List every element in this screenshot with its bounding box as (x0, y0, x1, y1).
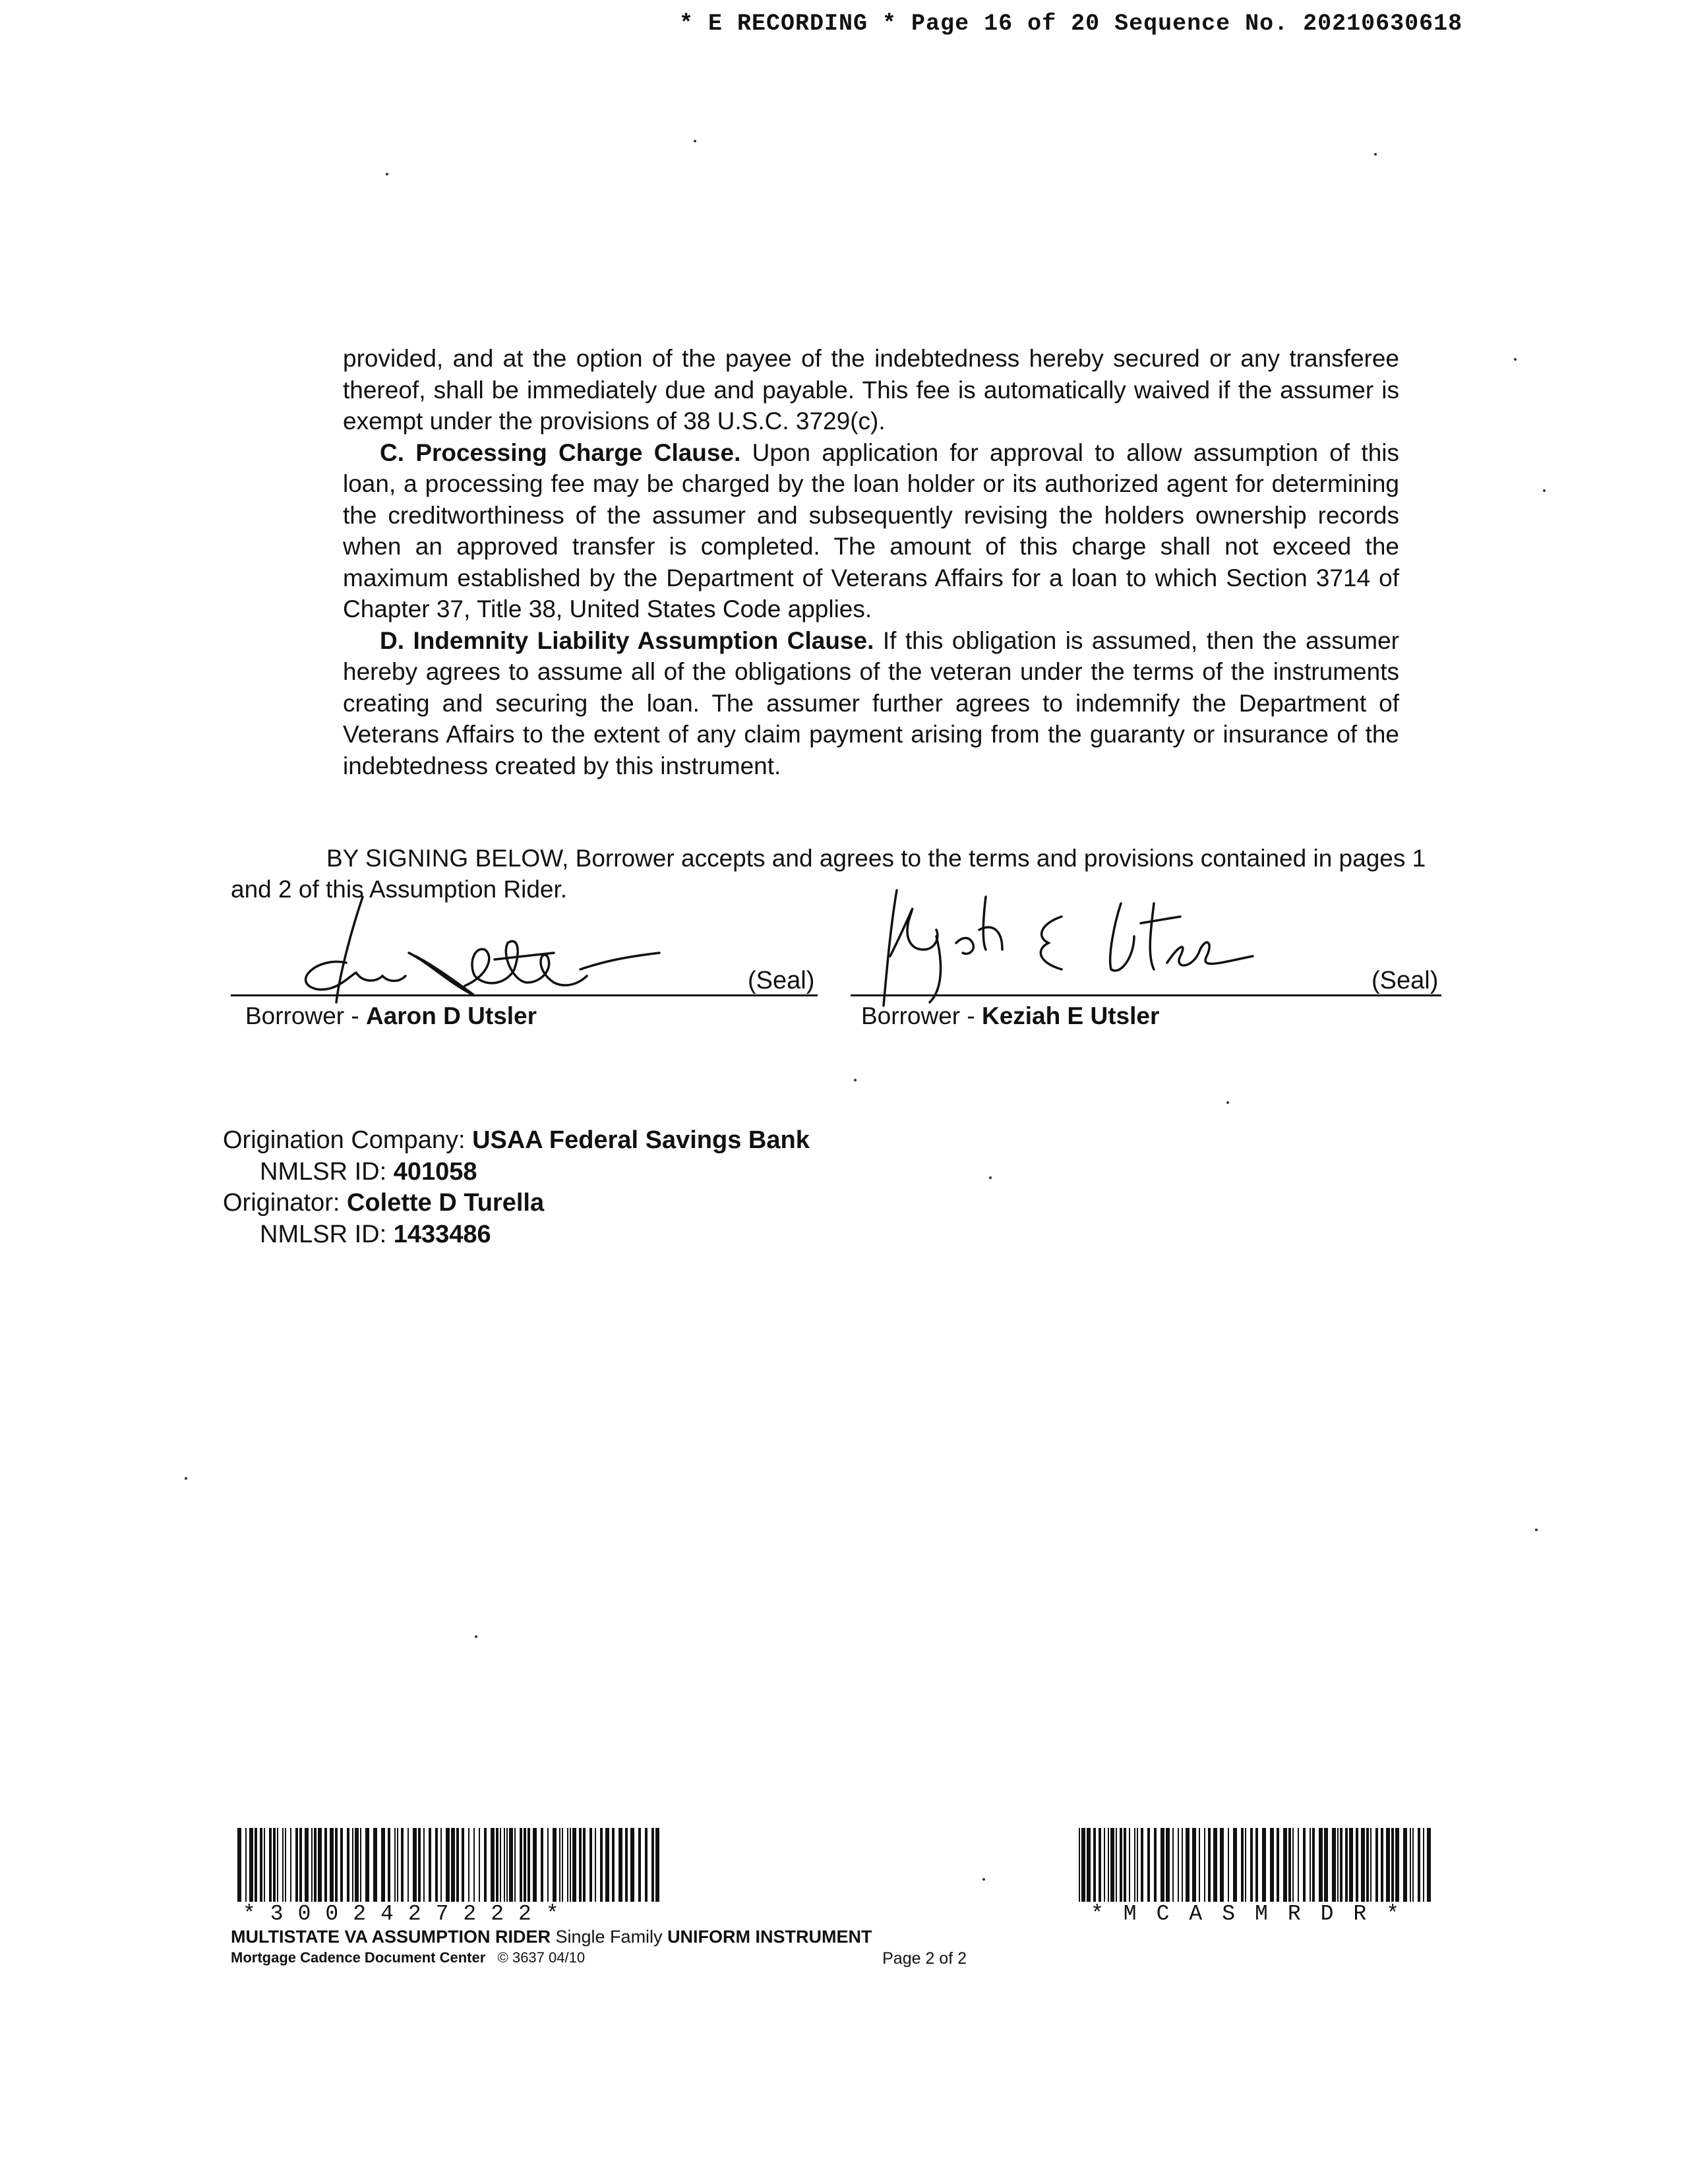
processing-charge-clause (343, 437, 1399, 625)
barcode-bar (1283, 1828, 1287, 1902)
barcode-bar (572, 1828, 576, 1902)
barcode-bar (324, 1828, 327, 1902)
barcode-bar (285, 1828, 286, 1902)
scan-speck (1543, 489, 1546, 492)
borrower-2-label: Borrower - Keziah E Utsler (861, 1002, 1160, 1029)
barcode-bar (504, 1828, 505, 1902)
barcode-bar (394, 1828, 396, 1902)
barcode-bar (1361, 1828, 1365, 1902)
barcode-bar (1375, 1828, 1378, 1902)
barcode-bar (1137, 1828, 1138, 1902)
signing-statement: BY SIGNING BELOW, Borrower accepts and agrees to the terms and provisions contained in pages 1 and 2 of this Assumption Rider. (231, 845, 1426, 903)
barcode-bar (1292, 1828, 1294, 1902)
barcode-right-text: *MCASMRDR* (1091, 1902, 1420, 1926)
originator-nmlsr: NMLSR ID: 1433486 (260, 1220, 491, 1248)
barcode-bar (1099, 1828, 1101, 1902)
barcode-bar (1277, 1828, 1279, 1902)
barcode-bar (1141, 1828, 1143, 1902)
barcode-bar (520, 1828, 522, 1902)
rider-body (343, 343, 1399, 781)
barcode-bar (473, 1828, 475, 1902)
barcode-bar (1312, 1828, 1315, 1902)
barcode-bar (1233, 1828, 1237, 1902)
barcode-bar (1319, 1828, 1323, 1902)
barcode-bar (514, 1828, 516, 1902)
barcode-bar (305, 1828, 309, 1902)
barcode-bar (600, 1828, 603, 1902)
barcode-bar (407, 1828, 409, 1902)
barcode-bar (562, 1828, 563, 1902)
barcode-bar (1423, 1828, 1424, 1902)
barcode-bar (1340, 1828, 1342, 1902)
barcode-bar (579, 1828, 582, 1902)
barcode-bar (1337, 1828, 1339, 1902)
barcode-bar (645, 1828, 648, 1902)
barcode-bar (401, 1828, 404, 1902)
barcode-bar (295, 1828, 298, 1902)
barcode-bar (553, 1828, 557, 1902)
barcode-bar (290, 1828, 291, 1902)
originator: Originator: Colette D Turella (223, 1189, 545, 1217)
barcode-bar (559, 1828, 560, 1902)
borrower-1-name: Aaron D Utsler (365, 1002, 537, 1029)
barcode-bar (1129, 1828, 1130, 1902)
borrower-2-name: Keziah E Utsler (981, 1002, 1160, 1029)
barcode-bar (397, 1828, 398, 1902)
barcode-bar (1427, 1828, 1431, 1902)
barcode-bar (1104, 1828, 1105, 1902)
barcode-bar (1154, 1828, 1157, 1902)
signature-line-2 (851, 994, 1441, 996)
barcode-bar (1166, 1828, 1170, 1902)
barcode-bar (269, 1828, 272, 1902)
barcode-bar (352, 1828, 353, 1902)
barcode-bar (479, 1828, 480, 1902)
barcode-bar (1079, 1828, 1080, 1902)
scan-speck (854, 1079, 857, 1081)
scan-speck (1535, 1529, 1538, 1531)
borrower-1-label: Borrower - Aaron D Utsler (245, 1002, 537, 1029)
clause-text: If this obligation is assumed, then the assumer hereby agrees to assume all of the obligations of the veteran under the terms of the instruments creating and securing the loan. The assumer further agrees to indemnify the Department of Veterans Affairs to the extent of any claim payment arising from the guaranty or insurance of the indebtedness created by this instrument. (343, 626, 1399, 779)
clause-heading: D. Indemnity Liability Assumption Clause. (380, 626, 874, 654)
barcode-bar (1303, 1828, 1306, 1902)
barcode-bar (318, 1828, 322, 1902)
scan-speck (694, 140, 696, 142)
barcode-bar (311, 1828, 313, 1902)
scan-speck (386, 173, 388, 175)
barcode-bar (446, 1828, 450, 1902)
signature-aaron (277, 884, 699, 1009)
page-number: Page 2 of 2 (882, 1949, 967, 1968)
clause-text: Upon application for approval to allow assumption of this loan, a processing fee may be charged by the loan holder or its authorized agent for determining the creditworthiness of the assumer and subsequently revising the holders ownership records when an approved transfer is completed. The amount of this charge shall not exceed the maximum established by the Department of Veterans Affairs for a loan to which Section 3714 of Chapter 37, Title 38, United States Code applies. (343, 439, 1399, 622)
barcode-bar (456, 1828, 459, 1902)
barcode-bar (1110, 1828, 1114, 1902)
barcode-bar (1262, 1828, 1266, 1902)
barcode-bar (273, 1828, 276, 1902)
barcode-bar (355, 1828, 359, 1902)
barcode-bar (1395, 1828, 1399, 1902)
scan-speck (1226, 1101, 1229, 1104)
barcode-bar (260, 1828, 262, 1902)
form-title: MULTISTATE VA ASSUMPTION RIDER Single Family UNIFORM INSTRUMENT (231, 1927, 872, 1947)
barcode-bar (1199, 1828, 1200, 1902)
signature-line-1 (231, 994, 818, 996)
barcode-bar (1241, 1828, 1244, 1902)
barcode-bar (496, 1828, 498, 1902)
barcode-bar (655, 1828, 659, 1902)
barcode-bar (524, 1828, 526, 1902)
signature-keziah (870, 877, 1266, 1009)
origination-info (223, 1125, 810, 1250)
paragraph-continuation: provided, and at the option of the payee of the indebtedness hereby secured or any transferee thereof, shall be immediately due and payable. This fee is automatically waived if the assumer is exempt under the provisions of 38 U.S.C. 3729(c). (343, 345, 1399, 435)
barcode-bar (429, 1828, 431, 1902)
seal-label-1: (Seal) (748, 967, 815, 994)
barcode-bar (335, 1828, 338, 1902)
barcode-bar (1213, 1828, 1217, 1902)
barcode-bar (1310, 1828, 1311, 1902)
barcode-bar (570, 1828, 571, 1902)
recording-header: * E RECORDING * Page 16 of 20 Sequence No. 20210630618 (679, 11, 1463, 37)
barcode-bar (423, 1828, 425, 1902)
barcode-bar (1192, 1828, 1196, 1902)
barcode-bar (595, 1828, 596, 1902)
barcode-bar (1270, 1828, 1274, 1902)
barcode-bar (1120, 1828, 1122, 1902)
scan-speck (475, 1635, 477, 1638)
barcode-bar (541, 1828, 543, 1902)
barcode-bar (1366, 1828, 1369, 1902)
barcode-bar (360, 1828, 361, 1902)
barcode-bar (413, 1828, 417, 1902)
barcode-bar (528, 1828, 530, 1902)
barcode-left-text: *3002427222* (243, 1902, 574, 1926)
barcode-bar (1410, 1828, 1411, 1902)
barcode-bar (340, 1828, 343, 1902)
barcode-bar (1172, 1828, 1174, 1902)
barcode-bar (418, 1828, 421, 1902)
barcode-bar (347, 1828, 349, 1902)
barcode-bar (314, 1828, 316, 1902)
barcode-bar (373, 1828, 377, 1902)
barcode-bar (1108, 1828, 1109, 1902)
form-footer: Mortgage Cadence Document Center © 3637 04/10 Page 2 of 2 (231, 1949, 967, 1968)
barcode-bar (1345, 1828, 1348, 1902)
barcode-bar (1182, 1828, 1183, 1902)
barcode-bar (1134, 1828, 1135, 1902)
barcode-bar (468, 1828, 469, 1902)
barcode-bar (500, 1828, 501, 1902)
barcode-bar (381, 1828, 385, 1902)
barcode-bar (1386, 1828, 1390, 1902)
barcode-bar (1147, 1828, 1150, 1902)
barcode-bar (1087, 1828, 1091, 1902)
barcode-bar (1288, 1828, 1291, 1902)
barcode-bar (1245, 1828, 1246, 1902)
barcode-bar (1228, 1828, 1229, 1902)
barcode-right (1079, 1828, 1435, 1906)
barcode-bar (484, 1828, 487, 1902)
barcode-bar (388, 1828, 390, 1902)
barcode-bar (1349, 1828, 1353, 1902)
indemnity-liability-clause (343, 625, 1399, 782)
barcode-bar (1093, 1828, 1096, 1902)
barcode-bar (435, 1828, 438, 1902)
barcode-bar (1391, 1828, 1394, 1902)
barcode-bar (1381, 1828, 1383, 1902)
barcode-bar (567, 1828, 568, 1902)
barcode-bar (237, 1828, 241, 1902)
barcode-bar (1298, 1828, 1299, 1902)
barcode-bar (605, 1828, 609, 1902)
barcode-bar (451, 1828, 455, 1902)
barcode-bar (630, 1828, 634, 1902)
scan-speck (982, 1878, 985, 1881)
scan-speck (989, 1176, 992, 1179)
barcode-bar (440, 1828, 442, 1902)
barcode-bar (1124, 1828, 1126, 1902)
barcode-bar (491, 1828, 495, 1902)
barcode-bar (282, 1828, 284, 1902)
barcode-bar (245, 1828, 247, 1902)
barcode-bar (1418, 1828, 1420, 1902)
barcode-bar (509, 1828, 513, 1902)
barcode-bar (1356, 1828, 1358, 1902)
barcode-bar (612, 1828, 615, 1902)
barcode-left (237, 1828, 666, 1906)
barcode-bar (1370, 1828, 1372, 1902)
barcode-bar (1324, 1828, 1328, 1902)
company-nmlsr: NMLSR ID: 401058 (260, 1157, 477, 1186)
barcode-bar (547, 1828, 549, 1902)
barcode-bar (533, 1828, 537, 1902)
barcode-bar (277, 1828, 278, 1902)
barcode-bar (462, 1828, 464, 1902)
barcode-bar (1403, 1828, 1407, 1902)
barcode-bar (1255, 1828, 1258, 1902)
barcode-bar (618, 1828, 622, 1902)
scan-speck (185, 1477, 187, 1480)
barcode-bar (625, 1828, 628, 1902)
barcode-bar (365, 1828, 369, 1902)
barcode-bar (1081, 1828, 1085, 1902)
barcode-bar (638, 1828, 641, 1902)
barcode-bar (1412, 1828, 1414, 1902)
barcode-bar (299, 1828, 302, 1902)
barcode-bar (1178, 1828, 1179, 1902)
barcode-bar (330, 1828, 334, 1902)
barcode-bar (1186, 1828, 1190, 1902)
barcode-bar (506, 1828, 508, 1902)
barcode-bar (1332, 1828, 1336, 1902)
clause-heading: C. Processing Charge Clause. (380, 439, 741, 466)
barcode-bar (1160, 1828, 1164, 1902)
scan-speck (1374, 153, 1377, 156)
barcode-bar (583, 1828, 586, 1902)
barcode-bar (1220, 1828, 1224, 1902)
barcode-bar (589, 1828, 592, 1902)
scan-speck (1514, 358, 1517, 361)
barcode-bar (255, 1828, 257, 1902)
barcode-bar (249, 1828, 253, 1902)
barcode-bar (1116, 1828, 1117, 1902)
barcode-bar (264, 1828, 265, 1902)
barcode-bar (651, 1828, 654, 1902)
origination-company: Origination Company: USAA Federal Savings Bank (223, 1126, 810, 1154)
barcode-bar (1250, 1828, 1253, 1902)
barcode-bar (1204, 1828, 1205, 1902)
seal-label-2: (Seal) (1372, 967, 1439, 994)
barcode-bar (1208, 1828, 1211, 1902)
